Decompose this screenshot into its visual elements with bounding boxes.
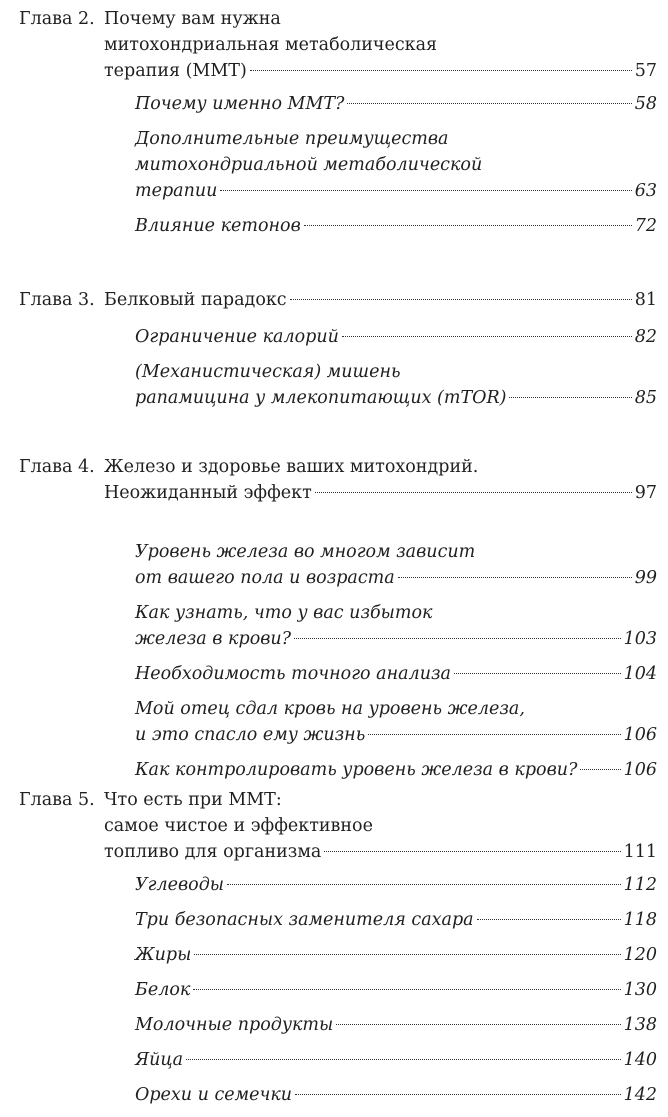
section-title-line: (Механистическая) мишень	[135, 362, 401, 382]
chapter-title-entry	[104, 58, 657, 84]
section-title-entry	[135, 661, 657, 687]
section-title-entry	[135, 626, 657, 652]
dot-leader	[315, 492, 632, 493]
section-title-entry	[135, 324, 657, 350]
chapter-title	[104, 6, 657, 84]
page-number: 57	[634, 61, 657, 81]
chapter-title	[104, 454, 657, 506]
section-title-entry	[135, 1082, 657, 1108]
section-title-entry	[135, 977, 657, 1003]
page-number: 103	[623, 629, 657, 649]
page-number: 111	[623, 842, 657, 862]
section-title-line: Уровень железа во многом зависит	[135, 542, 476, 562]
dot-leader	[342, 336, 632, 337]
section-title-entry	[135, 385, 657, 411]
section-title-entry	[135, 942, 657, 968]
page-number: 85	[634, 388, 657, 408]
dot-leader	[509, 397, 631, 398]
toc-section	[135, 324, 657, 350]
section-title-text: Ограничение калорий	[135, 327, 339, 347]
page-number: 97	[634, 483, 657, 503]
dot-leader	[193, 989, 620, 990]
dot-leader	[336, 1024, 620, 1025]
toc-section	[135, 359, 657, 411]
section-title-text: Яйца	[135, 1050, 184, 1070]
section-title-text: рапамицина у млекопитающих (mTOR)	[135, 388, 507, 408]
section-title-text: Молочные продукты	[135, 1015, 334, 1035]
section-list	[135, 539, 657, 792]
dot-leader	[304, 225, 632, 226]
page-number: 72	[634, 216, 657, 236]
chapter-label: Глава 3.	[19, 290, 95, 310]
dot-leader	[347, 103, 631, 104]
section-title-line: митохондриальной метаболической	[135, 155, 483, 175]
page-number: 82	[634, 327, 657, 347]
page-number: 140	[623, 1050, 657, 1070]
section-title-text: Жиры	[135, 945, 192, 965]
toc-section	[135, 977, 657, 1003]
dot-leader	[368, 734, 620, 735]
section-title-text: Орехи и семечки	[135, 1085, 293, 1105]
dot-leader	[295, 1094, 621, 1095]
section-title-text: Почему именно ММТ?	[135, 94, 345, 114]
toc-section	[135, 1012, 657, 1038]
dot-leader	[477, 919, 621, 920]
chapter-label: Глава 4.	[19, 457, 95, 477]
section-title-entry	[135, 757, 657, 783]
toc-section	[135, 126, 657, 204]
section-title-entry	[135, 722, 657, 748]
section-title-text: железа в крови?	[135, 629, 292, 649]
dot-leader	[324, 851, 620, 852]
toc-section	[135, 661, 657, 687]
section-title-entry	[135, 91, 657, 117]
chapter-title-text: топливо для организма	[104, 842, 322, 862]
dot-leader	[186, 1059, 621, 1060]
toc-section	[135, 91, 657, 117]
chapter-label: Глава 2.	[19, 9, 95, 29]
section-title-entry	[135, 872, 657, 898]
section-title-text: и это спасло ему жизнь	[135, 725, 366, 745]
toc-section	[135, 1082, 657, 1108]
section-title-text: Три безопасных заменителя сахара	[135, 910, 474, 930]
dot-leader	[220, 190, 631, 191]
dot-leader	[227, 884, 621, 885]
section-title-entry	[135, 907, 657, 933]
toc-section	[135, 600, 657, 652]
page-number: 106	[623, 760, 657, 780]
section-title-entry	[135, 213, 657, 239]
toc-section	[135, 213, 657, 239]
section-title-entry	[135, 1012, 657, 1038]
dot-leader	[580, 769, 620, 770]
section-title-text: Как контролировать уровень железа в крови?	[135, 760, 578, 780]
toc-section	[135, 757, 657, 783]
page-number: 118	[623, 910, 657, 930]
section-title-entry	[135, 178, 657, 204]
chapter-title	[104, 287, 657, 313]
page-number: 130	[623, 980, 657, 1000]
toc-section	[135, 1047, 657, 1073]
dot-leader	[194, 954, 620, 955]
chapter-title-line: Железо и здоровье ваших митохондрий.	[104, 457, 479, 477]
chapter-title	[104, 787, 657, 865]
page-number: 58	[634, 94, 657, 114]
chapter-title-line: Что есть при ММТ:	[104, 790, 282, 810]
section-title-text: от вашего пола и возраста	[135, 568, 395, 588]
page-number: 63	[634, 181, 657, 201]
section-title-line: Дополнительные преимущества	[135, 129, 449, 149]
chapter-title-line: Почему вам нужна	[104, 9, 281, 29]
page-number: 138	[623, 1015, 657, 1035]
dot-leader	[454, 673, 621, 674]
page-number: 120	[623, 945, 657, 965]
chapter-title-entry	[104, 480, 657, 506]
chapter-title-text: Белковый парадокс	[104, 290, 287, 310]
section-title-entry	[135, 565, 657, 591]
toc-section	[135, 872, 657, 898]
section-list	[135, 91, 657, 248]
chapter-label: Глава 5.	[19, 790, 95, 810]
section-title-line: Мой отец сдал кровь на уровень железа,	[135, 699, 525, 719]
page-number: 106	[623, 725, 657, 745]
dot-leader	[250, 70, 632, 71]
dot-leader	[398, 577, 632, 578]
page-number: 104	[623, 664, 657, 684]
toc-section	[135, 539, 657, 591]
toc-section	[135, 696, 657, 748]
toc-section	[135, 907, 657, 933]
chapter-title-text: терапия (ММТ)	[104, 61, 247, 81]
chapter-title-text: Неожиданный эффект	[104, 483, 312, 503]
page-number: 112	[623, 875, 657, 895]
chapter-title-line: самое чистое и эффективное	[104, 816, 373, 836]
section-title-line: Как узнать, что у вас избыток	[135, 603, 433, 623]
section-title-text: Углеводы	[135, 875, 225, 895]
chapter-title-entry	[104, 287, 657, 313]
toc-section	[135, 942, 657, 968]
section-list	[135, 872, 657, 1117]
section-title-entry	[135, 1047, 657, 1073]
section-title-text: терапии	[135, 181, 218, 201]
section-title-text: Влияние кетонов	[135, 216, 301, 236]
section-title-text: Необходимость точного анализа	[135, 664, 451, 684]
dot-leader	[290, 299, 632, 300]
page-number: 142	[623, 1085, 657, 1105]
page-number: 81	[634, 290, 657, 310]
section-title-text: Белок	[135, 980, 191, 1000]
chapter-title-entry	[104, 839, 657, 865]
dot-leader	[294, 638, 621, 639]
chapter-title-line: митохондриальная метаболическая	[104, 35, 438, 55]
section-list	[135, 324, 657, 420]
page-number: 99	[634, 568, 657, 588]
